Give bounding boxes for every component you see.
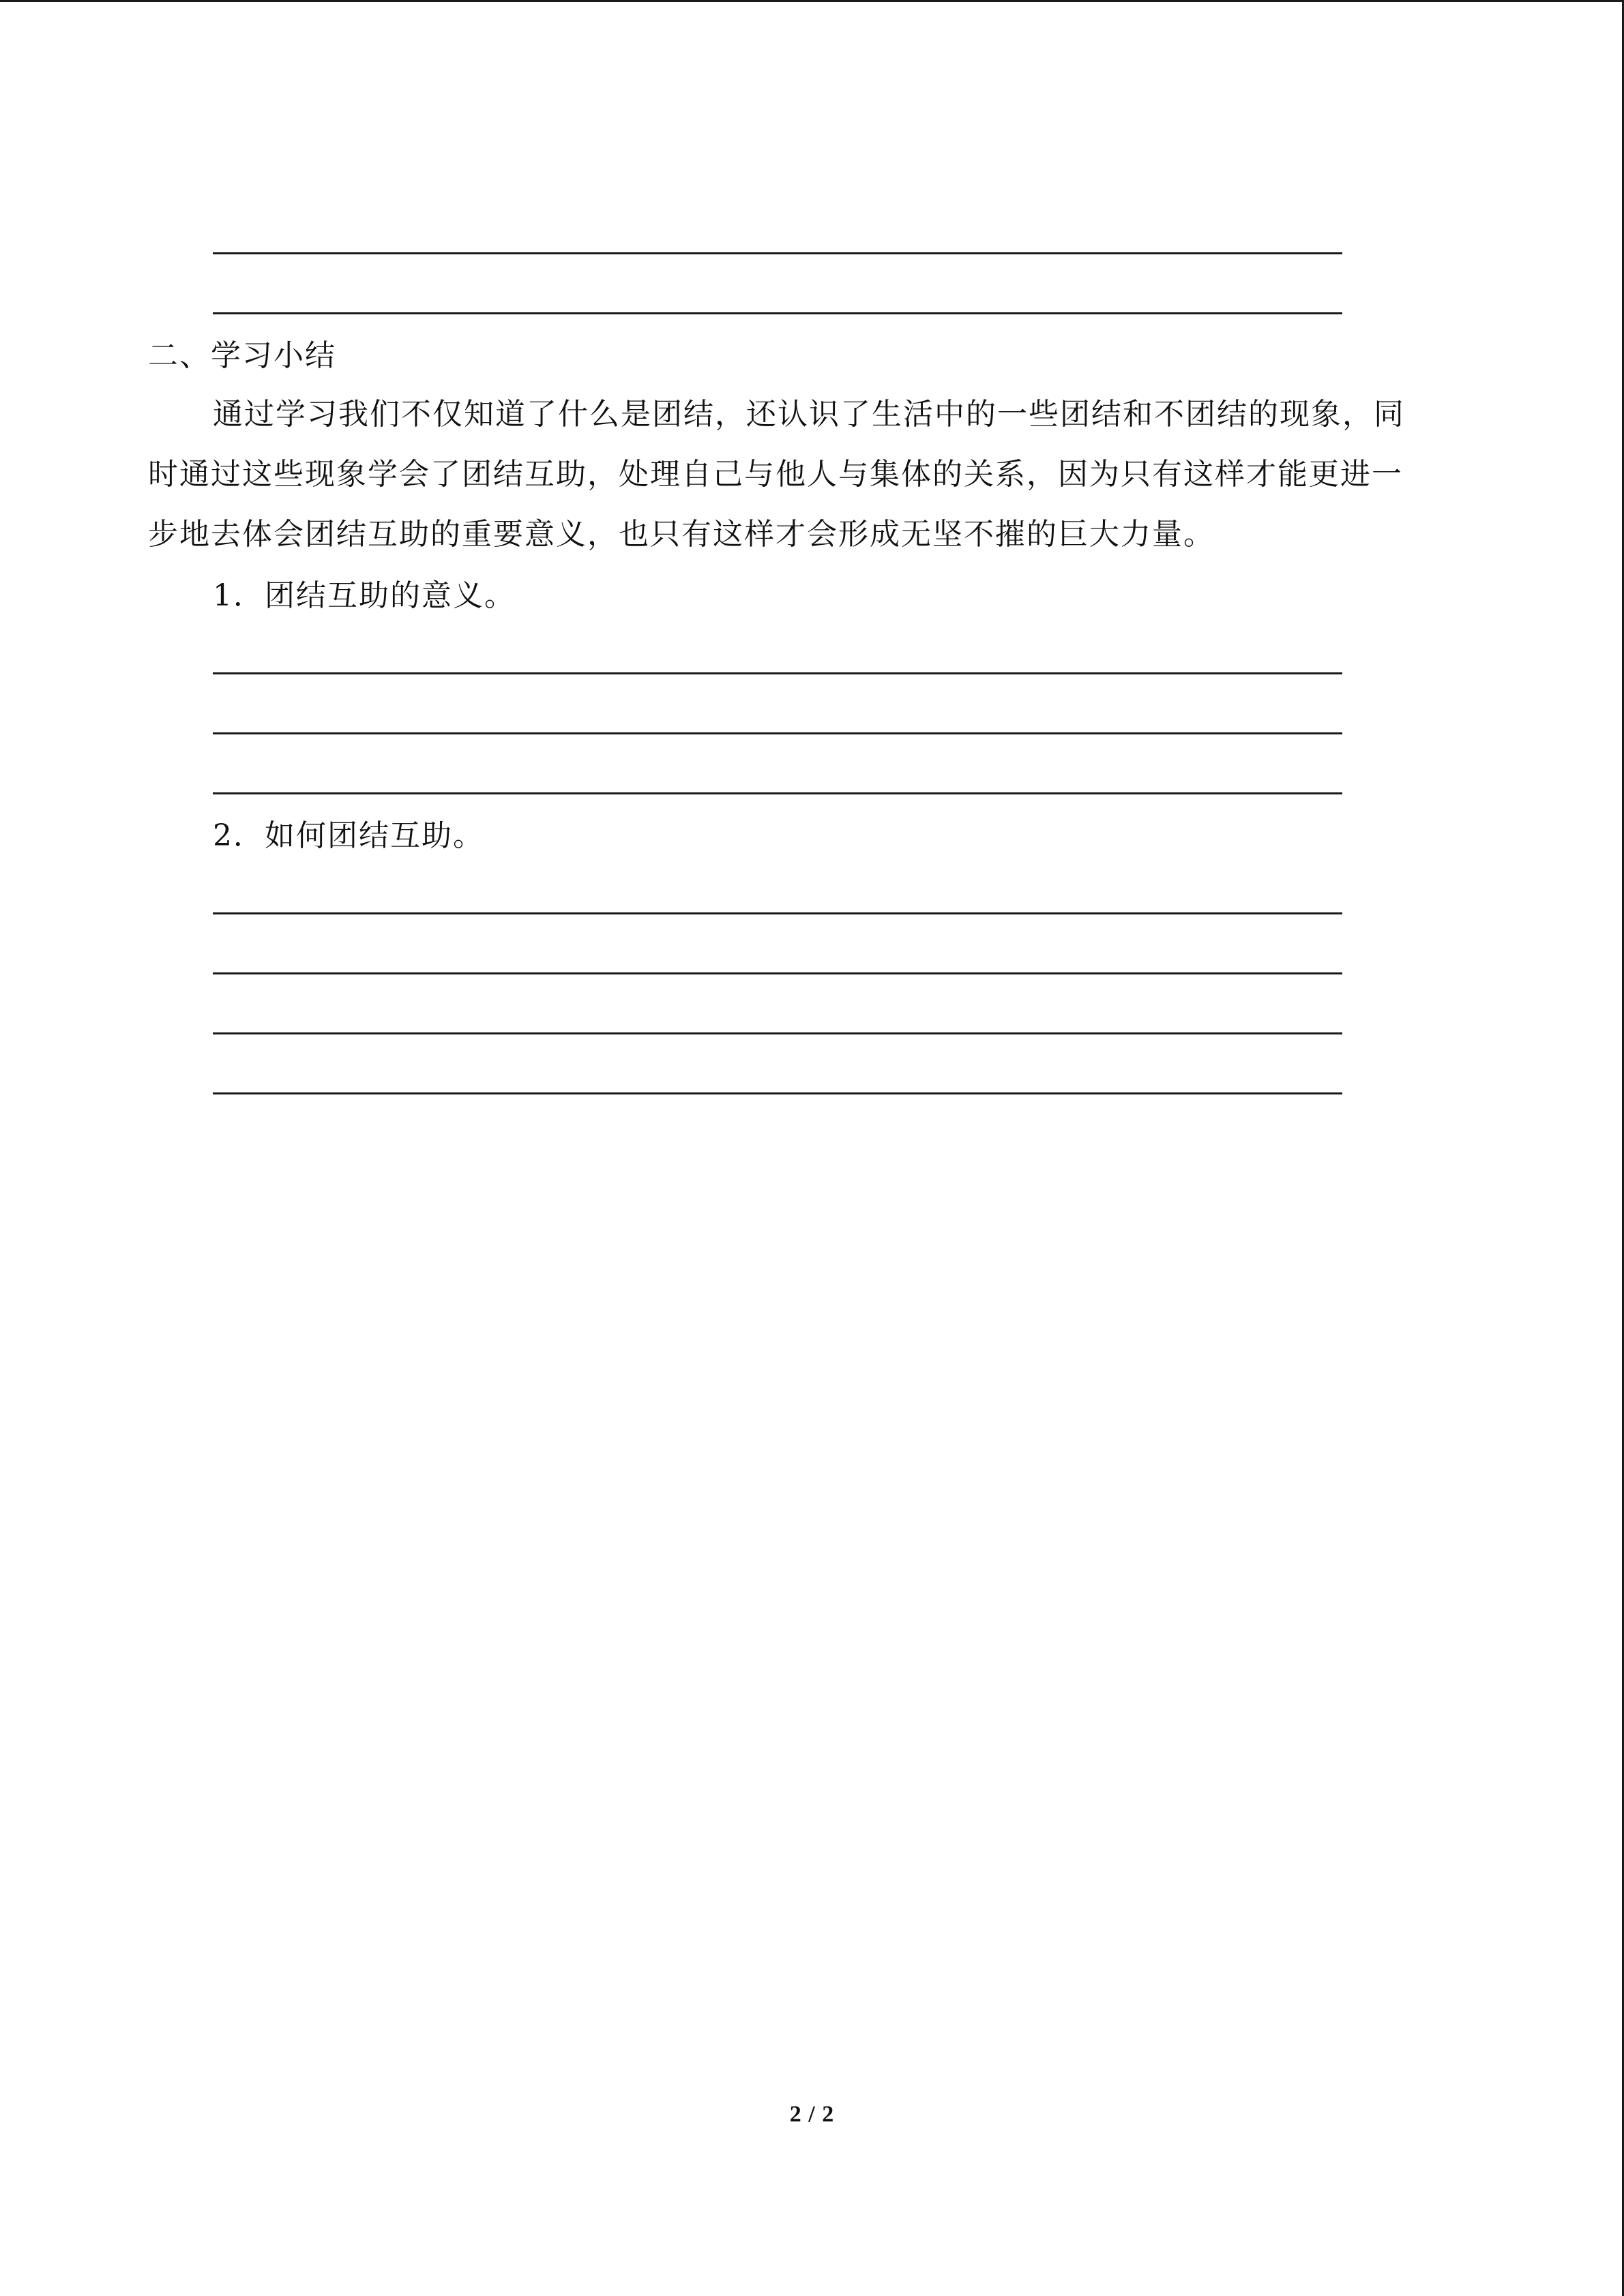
answer-line <box>213 252 1342 254</box>
answer-line <box>213 312 1342 314</box>
paragraph-line: 步地去体会团结互助的重要意义，也只有这样才会形成无坚不摧的巨大力量。 <box>148 517 1215 552</box>
section-heading: 二、学习小结 <box>148 338 336 373</box>
paragraph-line: 时通过这些现象学会了团结互助，处理自己与他人与集体的关系，因为只有这样才能更进一 <box>148 457 1403 492</box>
answer-line <box>213 792 1342 794</box>
answer-line <box>213 1032 1342 1034</box>
question-1: 1．团结互助的意义。 <box>213 578 516 613</box>
answer-line <box>213 1092 1342 1094</box>
answer-line <box>213 912 1342 914</box>
answer-line <box>213 672 1342 674</box>
answer-line <box>213 732 1342 734</box>
page-top-border <box>0 0 1624 2</box>
question-2: 2．如何团结互助。 <box>213 818 484 853</box>
page-number: 2 / 2 <box>789 2102 835 2127</box>
paragraph-line: 通过学习我们不仅知道了什么是团结，还认识了生活中的一些团结和不团结的现象，同 <box>213 397 1405 432</box>
answer-line <box>213 972 1342 974</box>
